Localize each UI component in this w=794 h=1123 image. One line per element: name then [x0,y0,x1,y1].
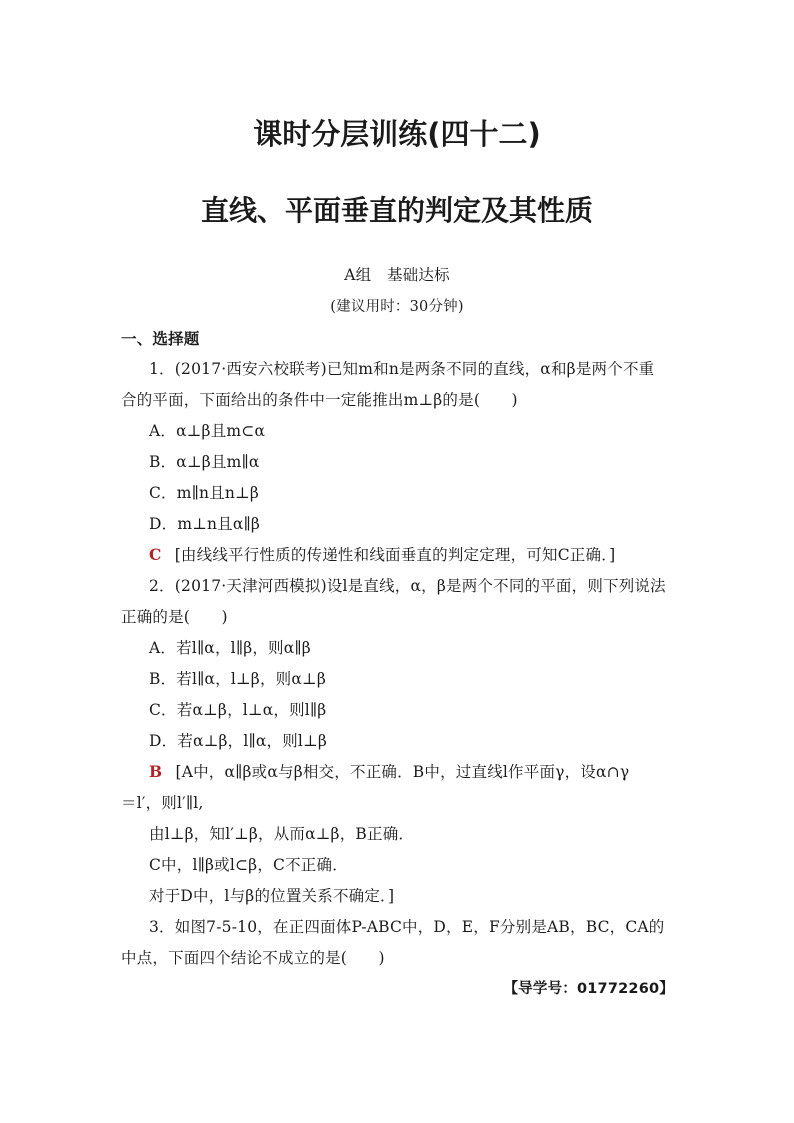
question-2-line-2: 正确的是( ) [121,608,228,626]
question-1-answer [149,543,615,565]
answer-explanation: [由线线平行性质的传递性和线面垂直的判定定理，可知C正确．] [174,546,616,564]
answer-explanation-line-2: ＝l′，则l′∥l, [121,794,204,812]
page-subtitle: 直线、平面垂直的判定及其性质 [200,194,593,227]
answer-letter: C [149,545,162,564]
answer-explanation-line-5: 对于D中，l与β的位置关系不确定．] [149,887,395,905]
question-1-option-d: D．m⊥n且α∥β [149,515,261,533]
question-1-option-c: C．m∥n且n⊥β [149,484,260,502]
question-3-line-2: 中点，下面四个结论不成立的是( ) [121,949,385,967]
question-2-option-c: C．若α⊥β，l⊥α，则l∥β [149,701,327,719]
question-1-option-b: B．α⊥β且m∥α [149,453,260,471]
answer-explanation-line-1: [A中，α∥β或α与β相交，不正确．B中，过直线l作平面γ，设α∩γ [175,763,630,781]
question-2-option-b: B．若l∥α，l⊥β，则α⊥β [149,670,326,688]
question-3-line-1: 3．如图7-5-10，在正四面体P-ABC中，D，E，F分别是AB，BC，CA的 [149,918,665,936]
guide-number: 【导学号：01772260】 [503,981,674,997]
answer-explanation-line-4: C中，l∥β或l⊂β，C不正确． [149,856,348,874]
question-2-line-1: 2．(2017·天津河西模拟)设l是直线，α，β是两个不同的平面，则下列说法 [149,577,666,595]
answer-explanation-line-3: 由l⊥β，知l′⊥β，从而α⊥β，B正确． [149,825,415,843]
time-hint: (建议用时：30分钟) [330,299,464,315]
answer-letter: B [149,762,163,781]
question-2-answer [149,760,629,782]
question-1-line-2: 合的平面，下面给出的条件中一定能推出m⊥β的是( ) [121,391,518,409]
group-label: A组 基础达标 [344,266,450,284]
section-heading: 一、选择题 [121,330,200,348]
question-1-line-1: 1．(2017·西安六校联考)已知m和n是两条不同的直线，α和β是两个不重 [149,360,655,378]
page-title: 课时分层训练(四十二) [253,117,541,151]
question-2-option-d: D．若α⊥β，l∥α，则l⊥β [149,732,328,750]
question-1-option-a: A．α⊥β且m⊂α [149,422,266,440]
question-2-option-a: A．若l∥α，l∥β，则α∥β [149,639,311,657]
